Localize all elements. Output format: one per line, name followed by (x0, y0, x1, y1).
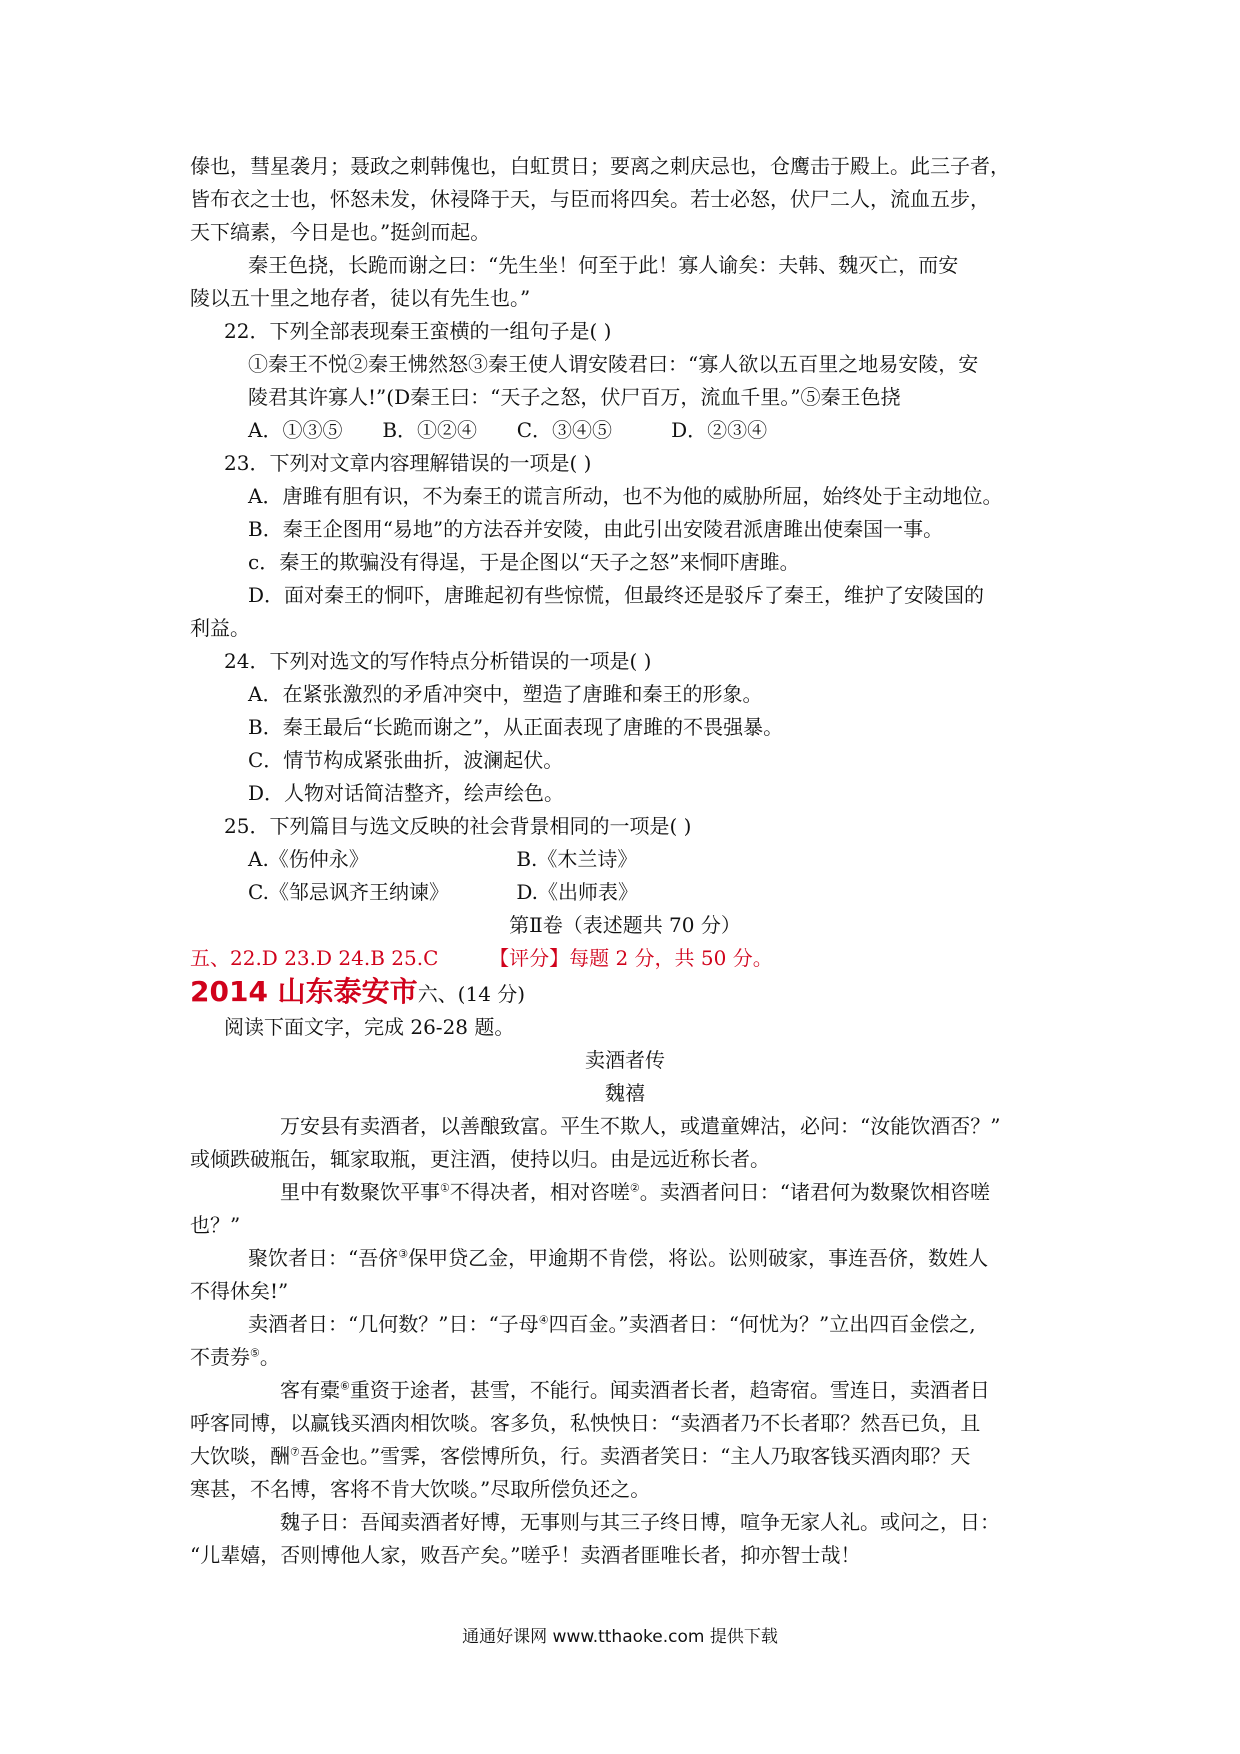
section2-title: 第Ⅱ卷（表述题共 70 分） (509, 913, 741, 937)
q24-option-d: D．人物对话简洁整齐，绘声绘色。 (248, 781, 565, 805)
passage2-p4-line-2 (190, 1341, 1060, 1374)
answer-line (190, 942, 1060, 975)
text-run: 卖酒者日：“几何数？”日：“子母 (248, 1312, 539, 1336)
text-run: 。 (259, 1345, 280, 1369)
passage2-p2-line-1 (190, 1176, 1060, 1209)
text-run: 。卖酒者问日：“诸君何为数聚饮相咨嗟 (639, 1180, 990, 1204)
footnote-marker-4: ④ (538, 1313, 549, 1327)
q23-option-a: A．唐雎有胆有识，不为秦王的谎言所动，也不为他的威胁所屈，始终处于主动地位。 (248, 484, 1003, 508)
text-run: 重资于途者，甚雪，不能行。闻卖酒者长者，趋寄宿。雪连日，卖酒者日 (349, 1378, 990, 1402)
q25-options-row-2 (190, 876, 1060, 909)
q22-options (190, 414, 1060, 447)
q23-option-b: B．秦王企图用“易地”的方法吞并安陵，由此引出安陵君派唐雎出使秦国一事。 (248, 517, 944, 541)
q25-options-row-1 (190, 843, 1060, 876)
section6-instruction: 阅读下面文字，完成 26-28 题。 (224, 1015, 515, 1039)
text-run: 客有橐 (280, 1378, 340, 1402)
passage2-p2-line-2: 也？” (190, 1213, 241, 1237)
q24-stem: 24．下列对选文的写作特点分析错误的一项是( ) (224, 649, 652, 673)
text-run: 不责券 (190, 1345, 250, 1369)
passage2-p1-line-2: 或倾跌破瓶缶，辄家取瓶，更注酒，使持以归。由是远近称长者。 (190, 1147, 770, 1171)
passage2-p3-line-1 (190, 1242, 1060, 1275)
article-author: 魏禧 (605, 1081, 645, 1105)
q23-option-d-line-1: D．面对秦王的恫吓，唐雎起初有些惊慌，但最终还是驳斥了秦王，维护了安陵国的 (248, 583, 985, 607)
passage1-line-4: 秦王色挠，长跪而谢之曰：“先生坐！何至于此！寡人谕矣：夫韩、魏灭亡，而安 (248, 253, 959, 277)
q23-option-d-line-2: 利益。 (190, 616, 250, 640)
q23-option-c: c．秦王的欺骗没有得逞，于是企图以“天子之怒”来恫吓唐雎。 (248, 550, 800, 574)
q22-option-b: B．①②④ (382, 418, 478, 442)
page-footer: 通通好课网 www.tthaoke.com 提供下载 (462, 1627, 778, 1647)
source-label: 2014 山东泰安市 (190, 975, 418, 1008)
q22-sentence-line-1: ①秦王不悦②秦王怫然怒③秦王使人谓安陵君曰：“寡人欲以五百里之地易安陵，安 (248, 352, 979, 376)
q22-option-a: A．①③⑤ (248, 418, 343, 442)
footnote-marker-7: ⑦ (290, 1445, 300, 1459)
passage2-p5-line-3 (190, 1440, 1060, 1473)
text-run: 不得决者，相对咨嗟 (449, 1180, 630, 1204)
footnote-marker-1: ① (440, 1181, 450, 1195)
passage2-p5-line-2: 呼客同博，以赢钱买酒肉相饮啖。客多负，私怏怏日：“卖酒者乃不长者耶？然吾已负，且 (190, 1411, 981, 1435)
passage1-line-2: 皆布衣之士也，怀怒未发，休祲降于天，与臣而将四矣。若士必怒，伏尸二人，流血五步， (190, 187, 990, 211)
footnote-marker-6: ⑥ (340, 1379, 350, 1393)
passage1-line-1: 傣也，彗星袭月；聂政之刺韩傀也，白虹贯日；要离之刺庆忌也，仓鹰击于殿上。此三子者， (190, 154, 1010, 178)
q25-option-a: A.《伤仲永》 (248, 847, 369, 871)
q23-stem: 23．下列对文章内容理解错误的一项是( ) (224, 451, 592, 475)
section6-label: 六、(14 分) (417, 982, 526, 1006)
score-note: 【评分】每题 2 分，共 50 分。 (489, 946, 773, 970)
passage1-line-5: 陵以五十里之地存者，徒以有先生也。” (190, 286, 531, 310)
text-run: 聚饮者日：“吾侪 (248, 1246, 399, 1270)
passage2-p6-line-1: 魏子日：吾闻卖酒者好博，无事则与其三子终日博，喧争无家人礼。或问之，日： (280, 1510, 1000, 1534)
q25-option-b: B.《木兰诗》 (516, 847, 638, 871)
q24-option-a: A．在紧张激烈的矛盾冲突中，塑造了唐雎和秦王的形象。 (248, 682, 763, 706)
q22-sentence-line-2: 陵君其许寡人!”(D秦王曰：“天子之怒，伏尸百万，流血千里。”⑤秦王色挠 (248, 385, 901, 409)
q22-stem: 22．下列全部表现秦王蛮横的一组句子是( ) (224, 319, 612, 343)
footnote-marker-5: ⑤ (250, 1346, 260, 1360)
text-run: 四百金。”卖酒者日：“何忧为？”立出四百金偿之, (548, 1312, 976, 1336)
section6-header (190, 975, 1060, 1011)
q25-option-d: D.《出师表》 (516, 880, 639, 904)
passage2-p1-line-1: 万安县有卖酒者，以善酿致富。平生不欺人，或遣童婢沽，必问：“汝能饮酒否？” (280, 1114, 1001, 1138)
text-run: 吾金也。”雪霁，客偿博所负，行。卖酒者笑日：“主人乃取客钱买酒肉耶？天 (299, 1444, 971, 1468)
passage2-p5-line-1 (190, 1374, 1060, 1407)
passage2-p5-line-4: 寒甚，不名博，客将不肯大饮啖。”尽取所偿负还之。 (190, 1477, 651, 1501)
q25-stem: 25．下列篇目与选文反映的社会背景相同的一项是( ) (224, 814, 692, 838)
text-run: 里中有数聚饮平事 (280, 1180, 440, 1204)
q22-option-d: D．②③④ (671, 418, 768, 442)
passage2-p6-line-2: “儿辈嬉，否则博他人家，败吾产矣。”嗟乎！卖酒者匪唯长者，抑亦智士哉！ (190, 1543, 861, 1567)
document-body (190, 150, 1060, 1572)
text-run: 大饮啖，酬 (190, 1444, 290, 1468)
answer-key: 五、22.D 23.D 24.B 25.C (190, 946, 439, 970)
article-title: 卖酒者传 (585, 1048, 665, 1072)
passage2-p4-line-1 (190, 1308, 1060, 1341)
q22-option-c: C．③④⑤ (516, 418, 613, 442)
passage2-p3-line-2: 不得休矣!” (190, 1279, 289, 1303)
footnote-marker-2: ② (629, 1181, 640, 1195)
q24-option-c: C．情节构成紧张曲折，波澜起伏。 (248, 748, 564, 772)
passage1-line-3: 天下缟素，今日是也。”挺剑而起。 (190, 220, 491, 244)
q24-option-b: B．秦王最后“长跪而谢之”，从正面表现了唐雎的不畏强暴。 (248, 715, 784, 739)
q25-option-c: C.《邹忌讽齐王纳谏》 (248, 880, 449, 904)
text-run: 保甲贷乙金，甲逾期不肯偿，将讼。讼则破家，事连吾侪，数姓人 (408, 1246, 989, 1270)
footnote-marker-3: ③ (398, 1247, 409, 1261)
